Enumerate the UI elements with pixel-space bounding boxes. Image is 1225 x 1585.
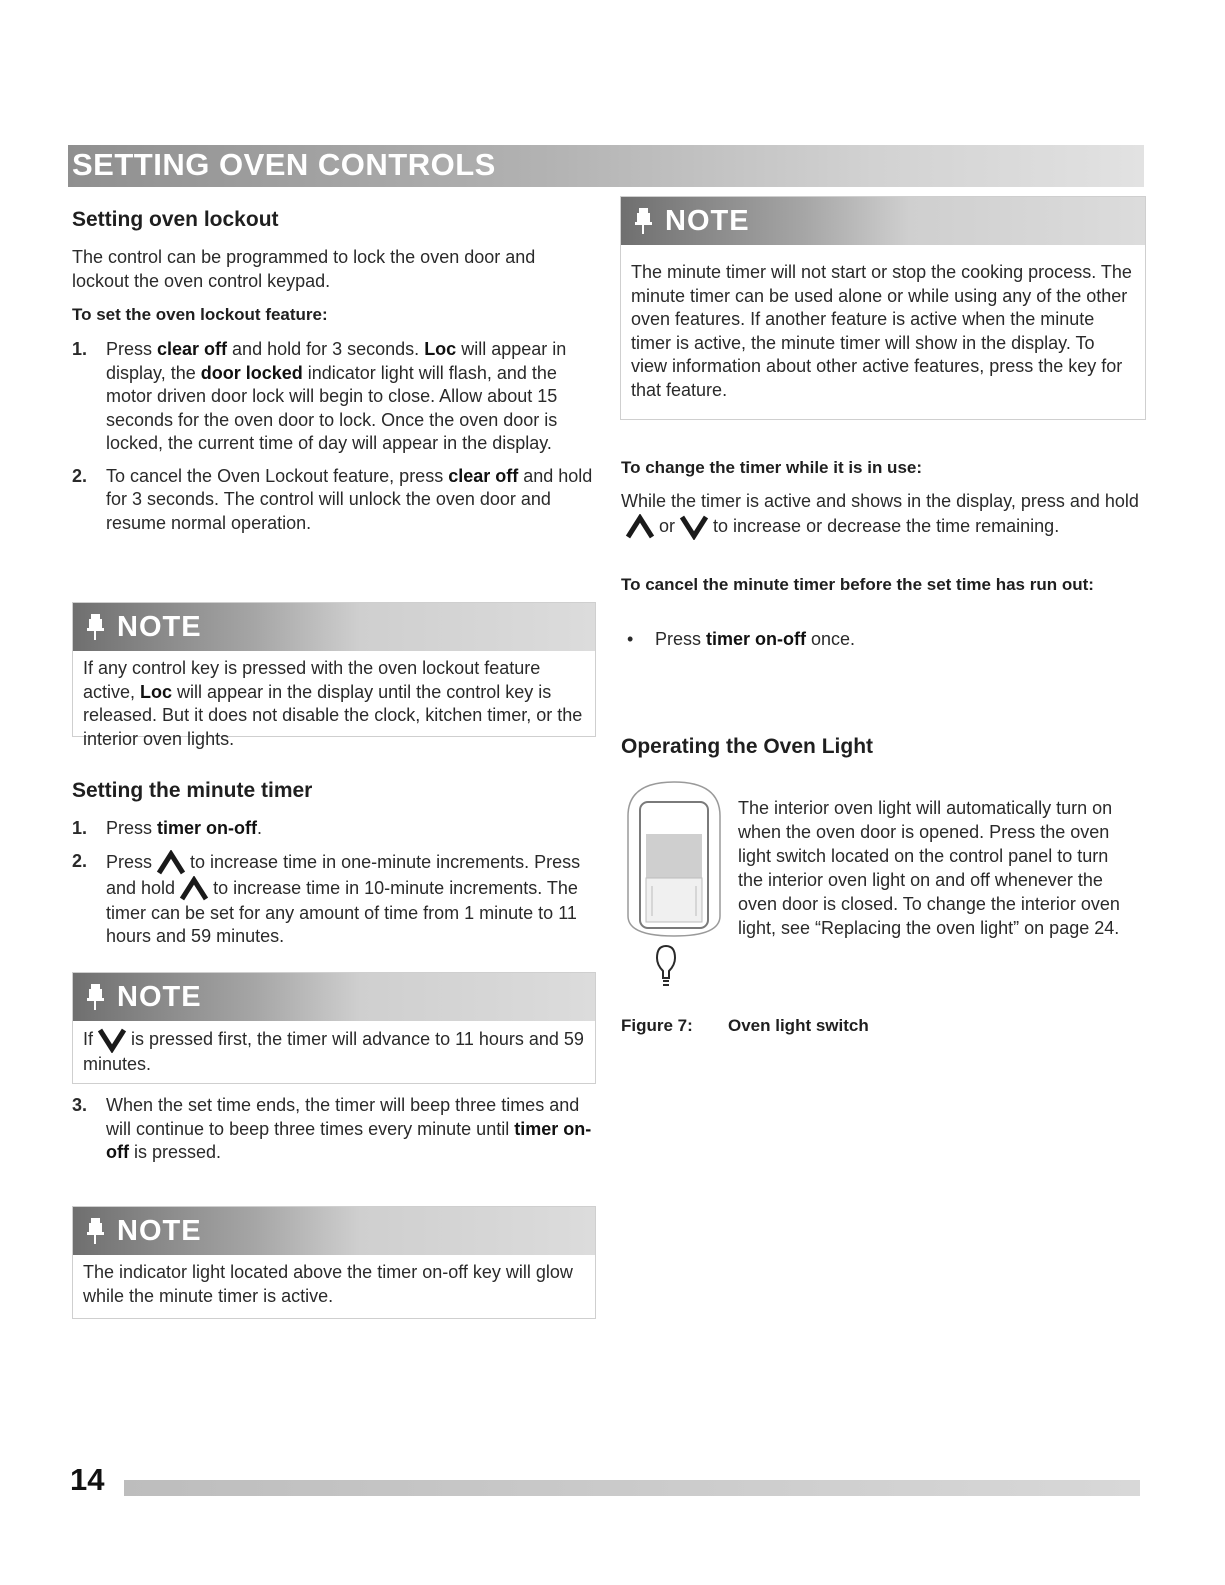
text: is pressed first, the timer will advance to 11 hours and 59 minutes. [83,1028,584,1074]
timer-steps [72,817,594,958]
text: If any control key is pressed with the oven lockout feature active, [83,658,541,702]
text: will appear in the display until the control key is released. But it does not disable the clock, kitchen timer, or the interior oven lights. [83,681,583,749]
note-minute-timer [620,196,1146,420]
text: or [659,515,676,536]
down-arrow-icon [97,1027,127,1053]
pushpin-icon [633,207,653,235]
key-name: timer on-off [706,629,806,649]
note-indicator-light [72,1206,596,1319]
note-label: NOTE [665,205,750,237]
up-arrow-icon [625,514,655,540]
footer-bar [124,1480,1140,1496]
timer-step-2 [72,850,594,949]
text: Press [106,339,158,359]
display-code: Loc [140,681,173,702]
text: Press [106,851,153,872]
figure-label: Figure 7: [621,1016,693,1035]
lockout-heading: Setting oven lockout [72,208,279,231]
oven-light-switch-illustration [624,776,724,998]
note-header [621,197,1145,245]
change-timer-subheading: To change the timer while it is in use: [621,458,923,477]
lockout-subheading: To set the oven lockout feature: [72,305,328,324]
figure-title: Oven light switch [728,1016,869,1035]
text: Press [106,818,158,838]
note-body: The indicator light located above the timer on-off key will glow while the minute timer is active. [83,1262,573,1306]
key-name: timer on-off [157,818,257,838]
indicator-name: door locked [200,362,303,383]
key-name: clear off [157,339,228,359]
pushpin-icon [85,613,105,641]
lockout-step-1 [72,338,594,456]
text: . [257,818,263,838]
text: to increase time in one-minute increments. Press and hold [106,851,581,898]
step-number: 1. [72,818,88,838]
cancel-timer-bullet [621,628,855,652]
pushpin-icon [85,983,105,1011]
up-arrow-icon [179,876,209,902]
text: to increase time in 10-minute increments. The timer can be set for any amount of time from 1 minute to 11 hours and 59 minutes. [106,877,578,946]
lockout-step-2 [72,465,594,536]
step-number: 1. [72,339,88,359]
timer-steps-continued [72,1094,594,1174]
step-number: 3. [72,1095,88,1115]
step-number: 2. [72,465,88,486]
note-body [73,1021,595,1083]
page-number: 14 [70,1462,105,1497]
oven-light-heading: Operating the Oven Light [621,735,874,758]
step-number: 2. [72,850,88,871]
text: will appear in display, the [106,339,567,383]
lockout-steps [72,338,594,544]
up-arrow-icon [156,850,186,876]
bullet-dot: • [627,629,634,649]
note-lockout [72,602,596,749]
timer-heading: Setting the minute timer [72,779,313,802]
text: While the timer is active and shows in the display, press and hold [621,491,1139,511]
key-name: clear off [448,465,519,486]
note-body: The minute timer will not start or stop the cooking process. The minute timer can be used alone or while using any of the other oven features. If another feature is active when the minute timer is active, the minute timer will show in the display. To view information about other active features, press the key for that feature. [631,262,1132,400]
note-label: NOTE [117,981,202,1013]
timer-step-3 [72,1094,594,1165]
key-name: timer on-off [106,1118,592,1162]
text: and hold for 3 seconds. The control will unlock the oven door and resume normal operation. [106,465,593,533]
section-title-bar [68,145,1144,187]
text: indicator light will flash, and the motor driven door lock will begin to close. Allow about 15 seconds for the oven door to lock. Once the oven door is locked, the current time of day will appear in the display. [106,362,558,453]
note-label: NOTE [117,1215,202,1247]
note-label: NOTE [117,611,202,643]
down-arrow-icon [679,514,709,540]
text: When the set time ends, the timer will beep three times and will continue to beep three times every minute until [106,1095,580,1139]
text: to increase or decrease the time remaining. [713,515,1060,536]
page-title: SETTING OVEN CONTROLS [72,147,496,182]
change-timer-body [621,490,1145,540]
pushpin-icon [85,1217,105,1245]
text: To cancel the Oven Lockout feature, press [106,465,449,486]
text: once. [806,629,856,649]
text: If [83,1028,94,1049]
text: and hold for 3 seconds. [227,339,425,359]
text: Press [655,629,707,649]
oven-light-body: The interior oven light will automatically turn on when the oven door is opened. Press the oven light switch located on the control panel to turn the interior oven light on and off whenever the oven door is closed. To change the interior oven light, see “Replacing the oven light” on page 24. [738,798,1120,938]
note-header [73,1207,595,1255]
display-code: Loc [424,339,457,359]
note-body [73,651,595,757]
note-header [73,603,595,651]
note-timer-down [72,972,596,1084]
cancel-timer-subheading: To cancel the minute timer before the set time has run out: [621,575,1094,594]
note-header [73,973,595,1021]
text: is pressed. [128,1142,222,1162]
lockout-intro: The control can be programmed to lock the oven door and lockout the oven control keypad. [72,247,536,291]
timer-step-1 [72,817,594,841]
